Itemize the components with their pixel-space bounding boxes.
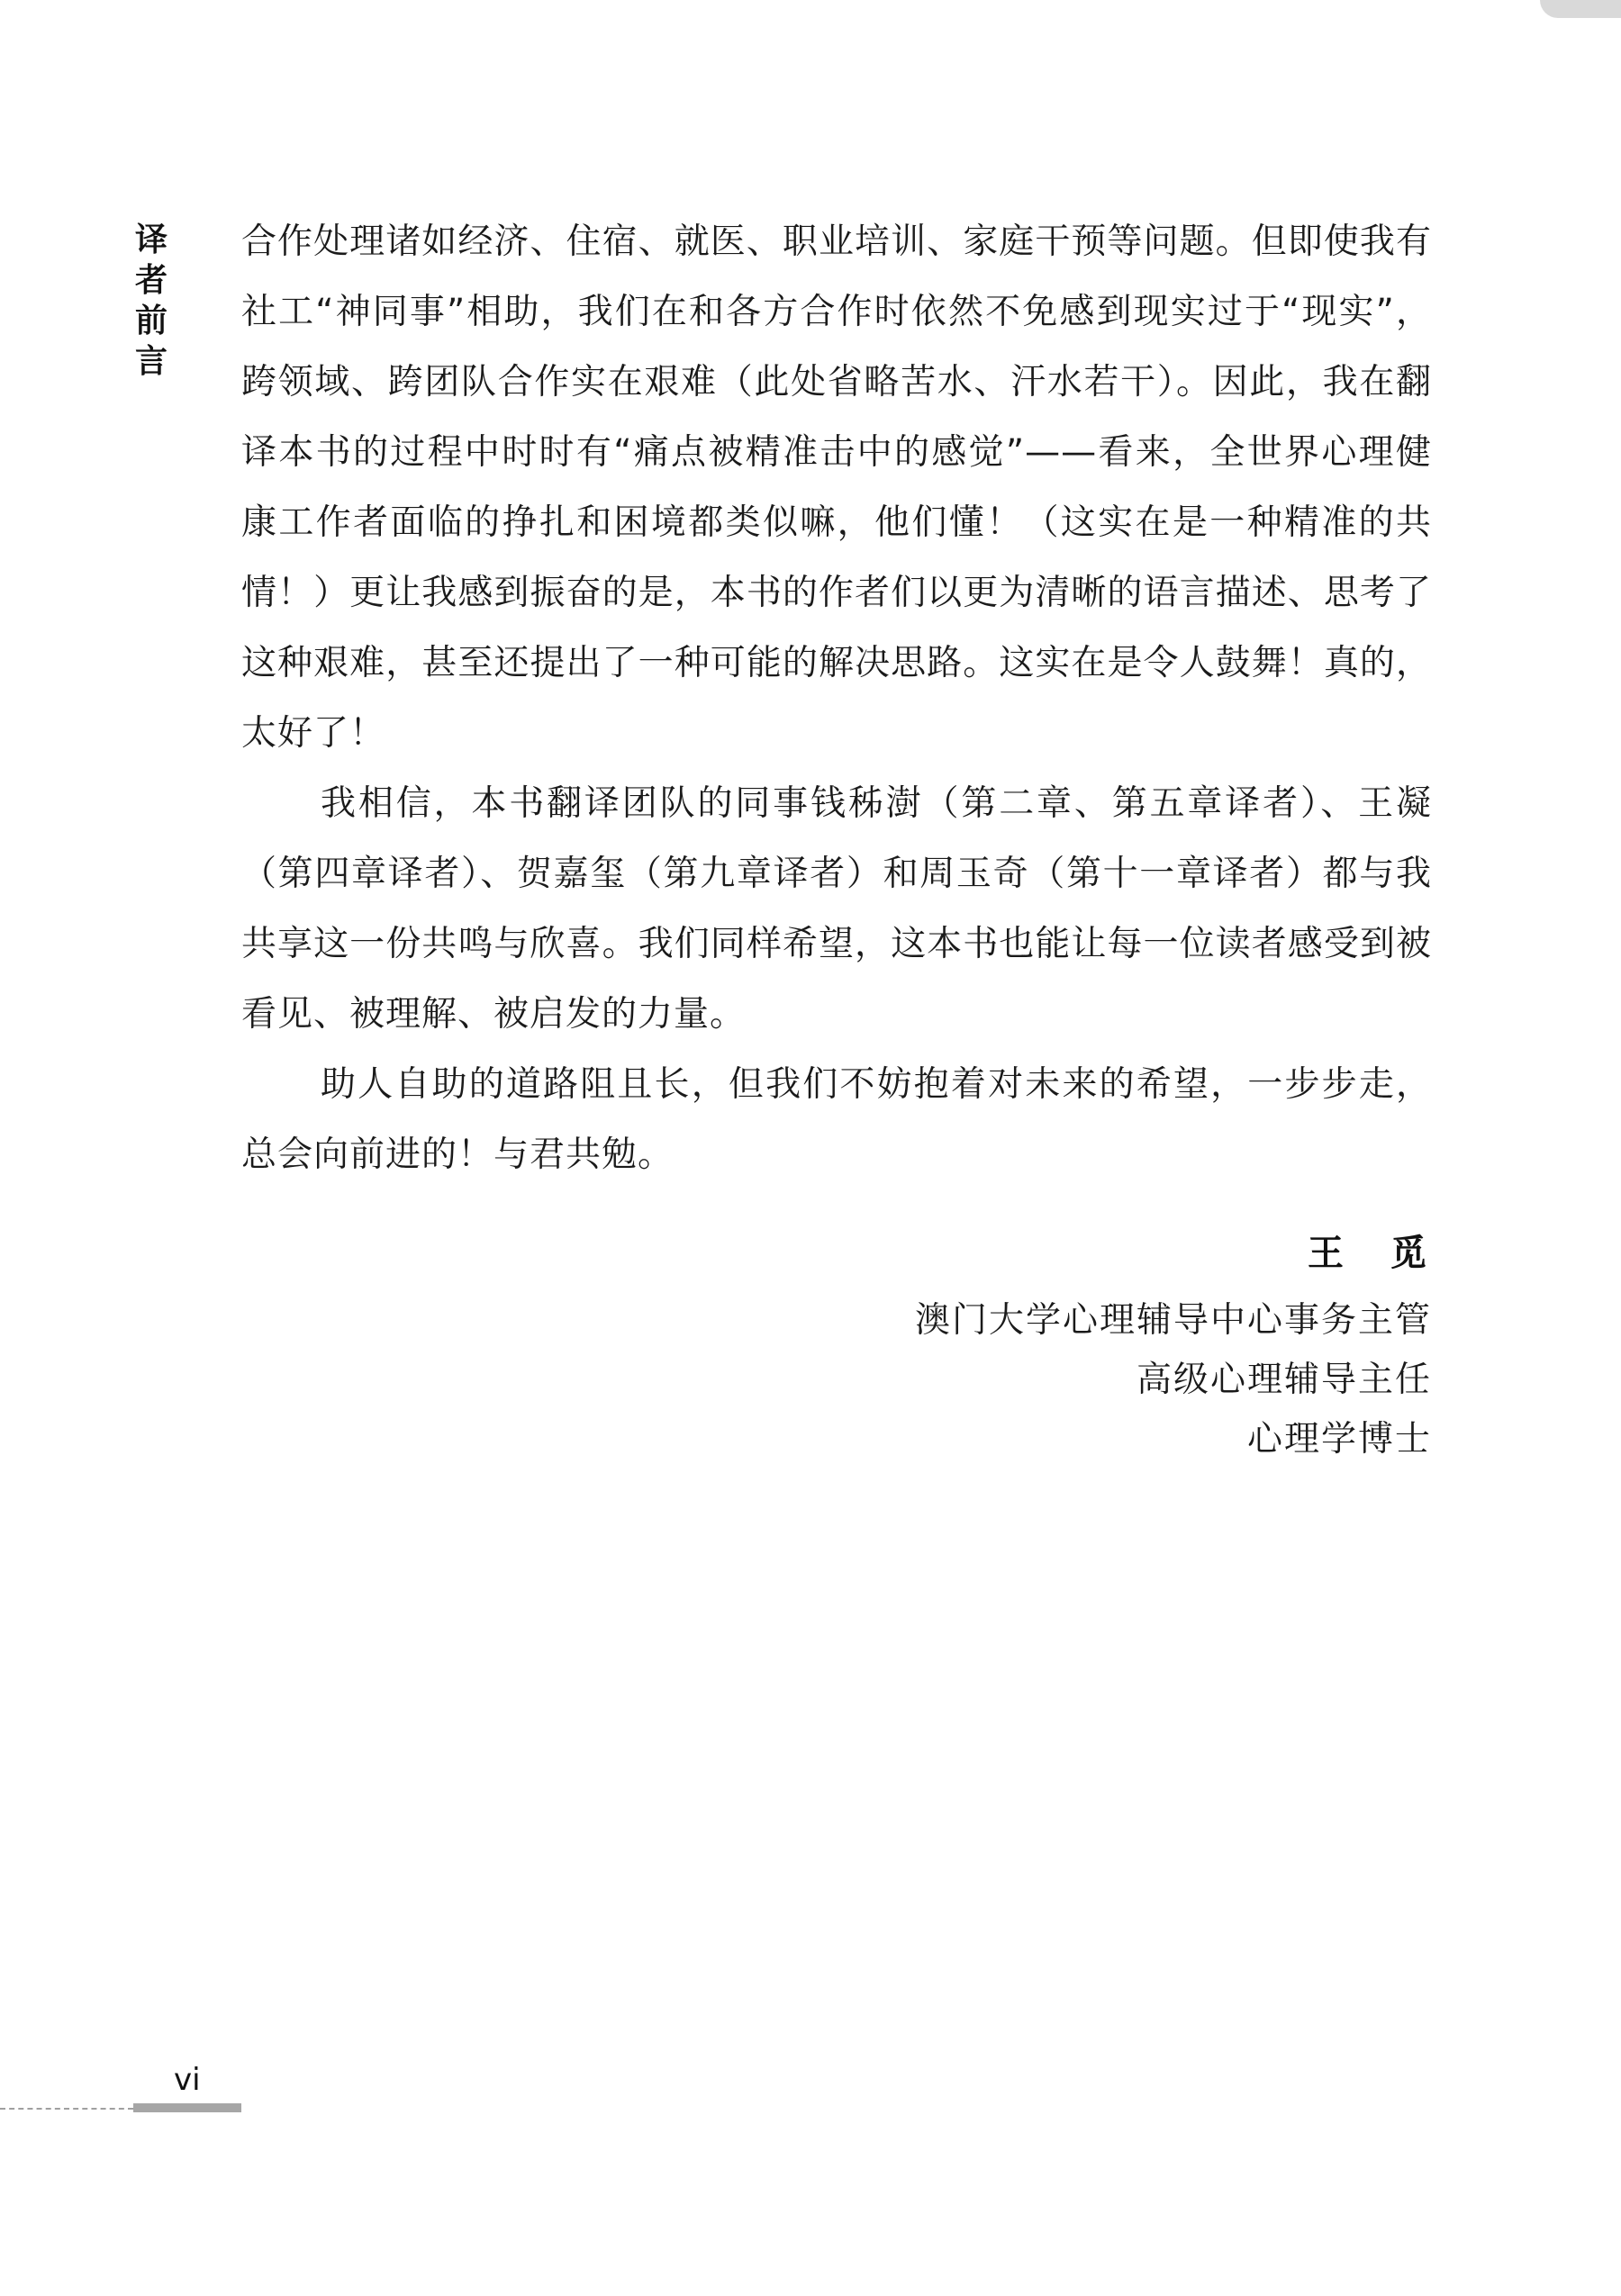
footer-dashed-rule xyxy=(0,2108,133,2110)
author-degree: 心理学博士 xyxy=(1246,1419,1432,1460)
body-text xyxy=(241,207,1432,1190)
paragraph-continued: 合作处理诸如经济、住宿、就医、职业培训、家庭干预等问题。但即使我有社工“神同事”相助，我们在和各方合作时依然不免感到现实过于“现实”，跨领域、跨团队合作实在艰难（此处省略苦水、汗水若干）。因此，我在翻译本书的过程中时时有“痛点被精准击中的感觉”——看来，全世界心理健康工作者面临的挣扎和困境都类似嘛，他们懂！（这实在是一种精准的共情！）更让我感到振奋的是，本书的作者们以更为清晰的语言描述、思考了这种艰难，甚至还提出了一种可能的解决思路。这实在是令人鼓舞！真的，太好了！ xyxy=(241,221,1432,754)
page-number: vi xyxy=(174,2062,201,2098)
signature-block xyxy=(915,1226,1432,1469)
author-affiliation: 澳门大学心理辅导中心事务主管 xyxy=(914,1300,1432,1341)
page-corner-mark xyxy=(1540,0,1621,18)
footer-bar xyxy=(133,2103,241,2112)
running-title xyxy=(131,220,171,382)
author-position: 高级心理辅导主任 xyxy=(1136,1360,1432,1400)
running-title-char: 言 xyxy=(134,343,168,380)
running-title-char: 前 xyxy=(134,303,168,339)
running-title-char: 者 xyxy=(134,262,168,299)
author-name: 王 觅 xyxy=(1308,1232,1432,1274)
paragraph: 助人自助的道路阻且长，但我们不妨抱着对未来的希望，一步步走，总会向前进的！与君共勉。 xyxy=(241,1064,1432,1175)
running-title-char: 译 xyxy=(134,221,168,258)
paragraph: 我相信，本书翻译团队的同事钱秭澍（第二章、第五章译者）、王凝（第四章译者）、贺嘉玺（第九章译者）和周玉奇（第十一章译者）都与我共享这一份共鸣与欣喜。我们同样希望，这本书也能让每一位读者感受到被看见、被理解、被启发的力量。 xyxy=(241,783,1432,1035)
